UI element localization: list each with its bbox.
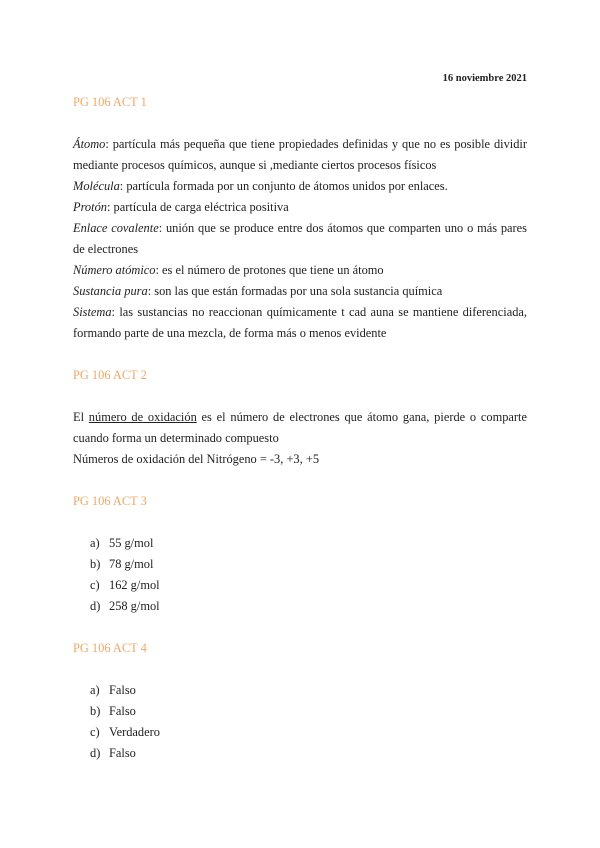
list-item-text: Falso [109,746,136,760]
definition [73,197,527,218]
definition [73,302,527,344]
list-item [73,701,527,722]
list-marker: d) [90,599,101,613]
list-item-text: Falso [109,683,136,697]
act1-definitions [73,134,527,344]
definition [73,218,527,260]
definition-text: : unión que se produce entre dos átomos que comparten uno o más pares de electrones [73,221,528,256]
list-item [73,743,527,764]
definition-text: : es el número de protones que tiene un átomo [155,263,384,277]
list-item [73,680,527,701]
definition-term: Sustancia pura [73,284,148,298]
act1-heading: PG 106 ACT 1 [73,95,147,109]
definition-text: : partícula de carga eléctrica positiva [106,200,289,214]
act3-answer-list [73,533,527,617]
list-item-text: 162 g/mol [109,578,160,592]
list-marker: a) [90,536,100,550]
list-marker: b) [90,704,101,718]
definition [73,134,527,176]
list-marker: a) [90,683,100,697]
act2-rest: es el número de electrones que átomo gana, pierde o comparte cuando forma un determinado compuesto [73,410,527,445]
definition-term: Átomo [73,137,106,151]
definition-term: Sistema [73,305,112,319]
definition [73,281,527,302]
act3-heading: PG 106 ACT 3 [73,494,147,508]
act2-paragraph [73,407,527,449]
definition [73,260,527,281]
act2-line2: Números de oxidación del Nitrógeno = -3, +3, +5 [73,452,320,466]
list-marker: d) [90,746,101,760]
list-item [73,575,527,596]
list-item-text: 78 g/mol [109,557,154,571]
definition [73,176,527,197]
definition-term: Protón [73,200,107,214]
definition-text: : las sustancias no reaccionan químicamente t cad auna se mantiene diferenciada, formando parte de una mezcla, de forma más o menos evidente [73,305,527,340]
list-item [73,554,527,575]
list-item-text: 258 g/mol [109,599,160,613]
list-marker: c) [90,578,100,592]
list-item [73,533,527,554]
list-item-text: Verdadero [109,725,160,739]
document-date: 16 noviembre 2021 [442,73,527,84]
act2-heading: PG 106 ACT 2 [73,368,147,382]
definition-text: : partícula más pequeña que tiene propiedades definidas y que no es posible dividir mediante procesos químicos, aunque si ,mediante ciertos procesos físicos [73,137,527,172]
list-item [73,722,527,743]
definition-text: : son las que están formadas por una sola sustancia química [147,284,443,298]
act4-answer-list [73,680,527,764]
definition-term: Enlace covalente [73,221,159,235]
act2-underlined-term: número de oxidación [88,410,197,424]
act4-heading: PG 106 ACT 4 [73,641,147,655]
document-content [73,92,527,764]
definition-term: Molécula [73,179,120,193]
definition-text: : partícula formada por un conjunto de átomos unidos por enlaces. [119,179,448,193]
list-item-text: Falso [109,704,136,718]
list-item-text: 55 g/mol [109,536,154,550]
list-marker: c) [90,725,100,739]
definition-term: Número atómico [73,263,156,277]
list-marker: b) [90,557,101,571]
act2-intro: El [73,410,89,424]
list-item [73,596,527,617]
